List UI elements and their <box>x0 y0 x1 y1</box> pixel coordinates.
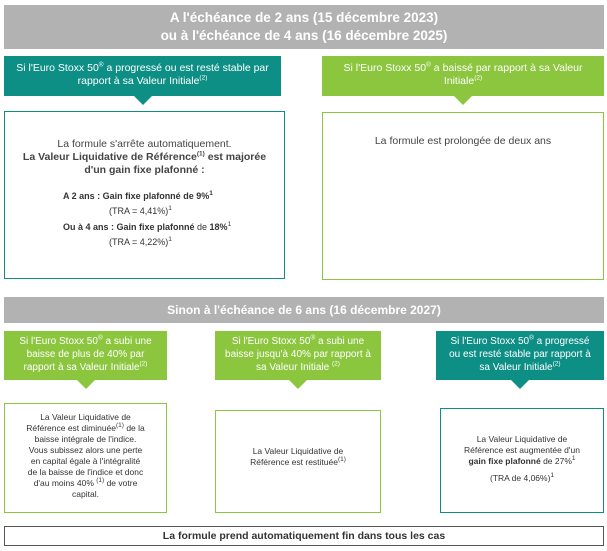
panel-right <box>322 112 604 280</box>
footer-box <box>4 526 604 546</box>
top-header-line2: ou à l'échéance de 4 ans (16 décembre 2025) <box>160 28 448 43</box>
top-header-bar <box>4 5 604 49</box>
outcome-3-panel: La Valeur Liquidative de Référence est augmentée d'un gain fixe plafonné de 27%$^1$ (TRA de 4,06%)$^1$ <box>440 408 604 513</box>
top-header-line1: A l'échéance de 2 ans (15 décembre 2023) <box>169 10 439 25</box>
outcome-1-panel: La Valeur Liquidative de Référence est diminuée$^{(1)}$ de la baisse intégrale de l'indice. Vous subissez alors une perte en capital égale à l'intégralité de la baisse de l'indice et donc d'au moins 40% $^{(1)}$ de votre capital. <box>4 403 167 513</box>
condition-2-box: Si l'Euro Stoxx 50® a subi une baisse jusqu'à 40% par rapport à sa Valeur Initiale $^{(2)}$ <box>215 331 381 380</box>
arrow-down-icon <box>511 380 529 389</box>
condition-right-box: Si l'Euro Stoxx 50® a baissé par rapport à sa Valeur Initiale$^{(2)}$ <box>322 56 604 96</box>
arrow-down-icon <box>454 96 472 105</box>
arrow-down-icon <box>134 96 152 105</box>
condition-3-box: Si l'Euro Stoxx 50® a progressé ou est resté stable par rapport à sa Valeur Initiale$^{(2)}$ <box>436 331 604 380</box>
arrow-down-icon <box>289 380 307 389</box>
panel-left-line3: d'un gain fixe plafonné : <box>84 164 205 176</box>
panel-right-text: La formule est prolongée de deux ans <box>374 135 552 147</box>
panel-left-line1: La formule s'arrête automatiquement. <box>57 138 232 150</box>
condition-left-box: Si l'Euro Stoxx 50® a progressé ou est resté stable par rapport à sa Valeur Initiale$^{(2)}$ <box>4 56 281 96</box>
outcome-2-panel: La Valeur Liquidative de Référence est restituée$^{(1)}$ <box>215 410 381 513</box>
panel-left: La formule s'arrête automatiquement. La Valeur Liquidative de Référence$^{(1)}$ est majorée d'un gain fixe plafonné : A 2 ans : Gain fixe plafonné de 9%$^1$ (TRA = 4,41%)$^1$ Ou à 4 ans : Gain fixe plafonné de 18%$^1$ (TRA = 4,22%)$^1$ <box>4 111 285 279</box>
mid-header-bar <box>4 297 604 323</box>
footer-text: La formule prend automatiquement fin dans tous les cas <box>162 530 446 542</box>
mid-header-text: Sinon à l'échéance de 6 ans (16 décembre 2027) <box>167 303 441 317</box>
arrow-down-icon <box>77 380 95 389</box>
condition-1-box: Si l'Euro Stoxx 50® a subi une baisse de plus de 40% par rapport à sa Valeur Initiale$^{(2)}$ <box>4 331 167 380</box>
